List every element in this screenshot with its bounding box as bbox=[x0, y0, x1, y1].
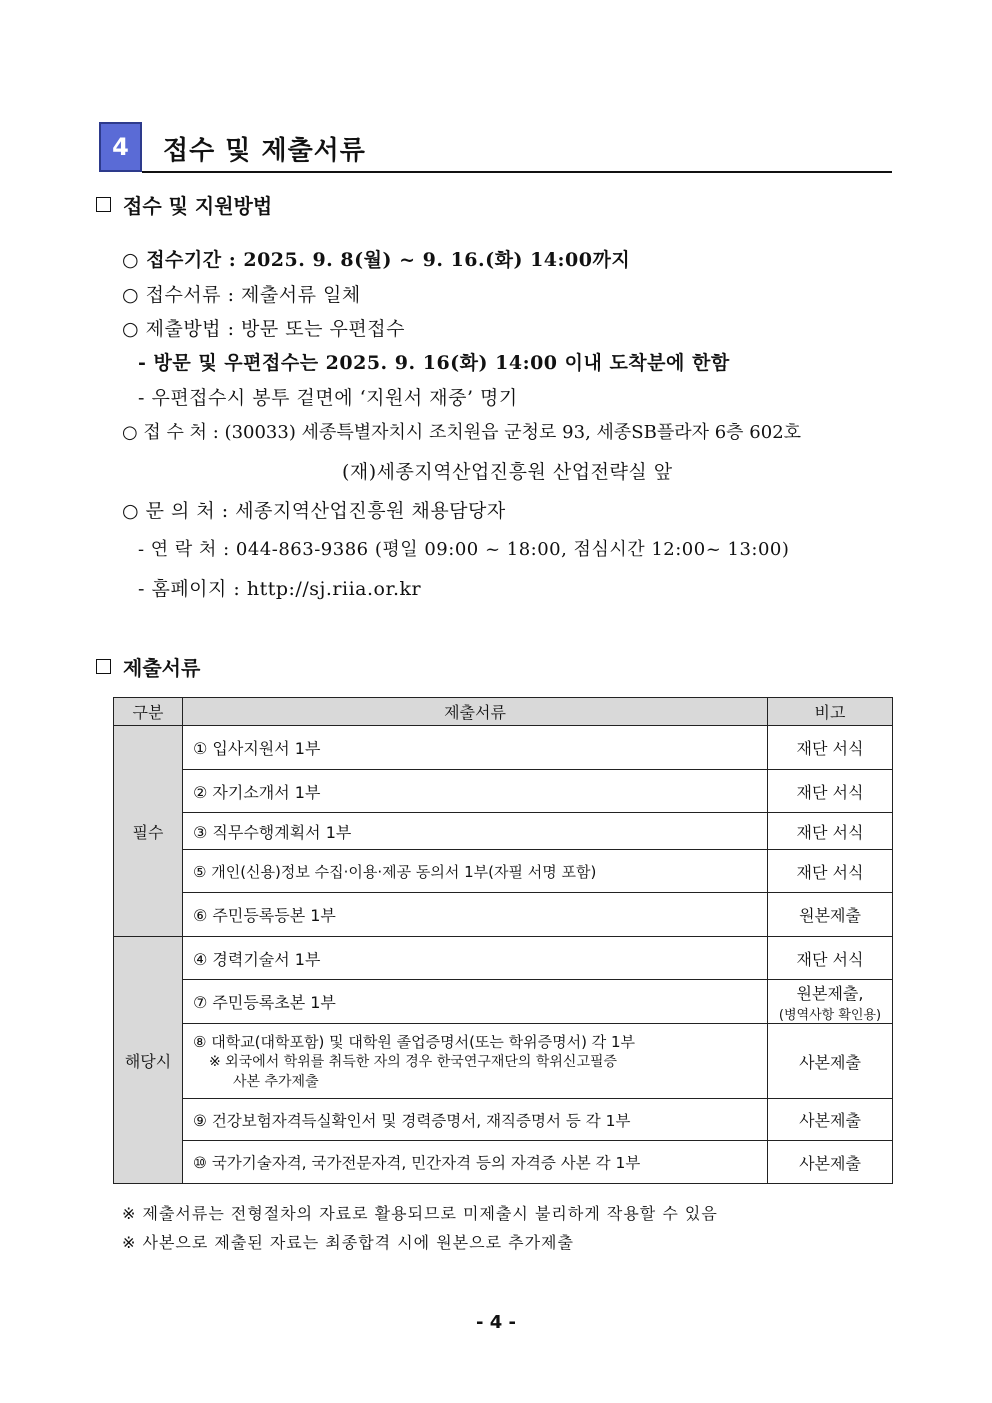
note-cell: 재단 서식 bbox=[768, 770, 893, 813]
apply-homepage: - 홈페이지 : http://sj.riia.or.kr bbox=[138, 578, 422, 600]
table-row bbox=[114, 726, 893, 770]
header-category: 구분 bbox=[114, 698, 183, 726]
doc-sub-note: ※ 외국에서 학위를 취득한 자의 경우 한국연구재단의 학위신고필증 bbox=[209, 1053, 618, 1070]
note-line-2: (병역사항 확인용) bbox=[778, 1007, 882, 1023]
doc-cell: ⑨ 건강보험자격득실확인서 및 경력증명서, 재직증명서 등 각 1부 bbox=[183, 1099, 768, 1141]
header-note: 비고 bbox=[768, 698, 893, 726]
table-row bbox=[114, 850, 893, 893]
table-row bbox=[114, 770, 893, 813]
doc-cell: ⑤ 개인(신용)정보 수집·이용·제공 동의서 1부(자필 서명 포함) bbox=[183, 850, 768, 893]
table-row bbox=[114, 813, 893, 850]
doc-cell: ④ 경력기술서 1부 bbox=[183, 937, 768, 980]
note-cell: 원본제출 bbox=[768, 893, 893, 937]
note-cell: 사본제출 bbox=[768, 1099, 893, 1141]
doc-line-1: ⑧ 대학교(대학포함) 및 대학원 졸업증명서(또는 학위증명서) 각 1부 bbox=[193, 1032, 636, 1051]
doc-cell: ⑦ 주민등록초본 1부 bbox=[183, 980, 768, 1024]
footnote-1: ※ 제출서류는 전형절차의 자료로 활용되므로 미제출시 불리하게 작용할 수 있음 bbox=[122, 1204, 718, 1223]
apply-phone: - 연 락 처 : 044-863-9386 (평일 09:00 ~ 18:00, 점심시간 12:00~ 13:00) bbox=[138, 539, 790, 560]
note-line-1: 원본제출, bbox=[796, 983, 864, 1003]
doc-cell: ⑩ 국가기술자격, 국가전문자격, 민간자격 등의 자격증 사본 각 1부 bbox=[183, 1141, 768, 1184]
apply-method: ○ 제출방법 : 방문 또는 우편접수 bbox=[122, 318, 405, 340]
doc-cell: ③ 직무수행계획서 1부 bbox=[183, 813, 768, 850]
apply-period: ○ 접수기간 : 2025. 9. 8(월) ~ 9. 16.(화) 14:00까지 bbox=[122, 249, 631, 271]
doc-cell: ① 입사지원서 1부 bbox=[183, 726, 768, 770]
note-cell: 재단 서식 bbox=[768, 726, 893, 770]
apply-method-note1: - 방문 및 우편접수는 2025. 9. 16(화) 14:00 이내 도착분에 한함 bbox=[138, 352, 730, 374]
section-title: 접수 및 제출서류 bbox=[163, 136, 366, 166]
subheading-apply bbox=[96, 190, 272, 219]
table-row bbox=[114, 1141, 893, 1184]
section-underline bbox=[142, 171, 892, 173]
note-cell: 재단 서식 bbox=[768, 937, 893, 980]
category-optional: 해당시 bbox=[114, 937, 183, 1184]
doc-cell: ② 자기소개서 1부 bbox=[183, 770, 768, 813]
note-cell: 사본제출 bbox=[768, 1024, 893, 1099]
square-bullet-icon bbox=[96, 659, 111, 674]
table-header-row bbox=[114, 698, 893, 726]
apply-address-2: (재)세종지역산업진흥원 산업전략실 앞 bbox=[342, 461, 673, 483]
apply-address: ○ 접 수 처 : (30033) 세종특별자치시 조치원읍 군청로 93, 세종SB플라자 6층 602호 bbox=[122, 422, 802, 443]
header-document: 제출서류 bbox=[183, 698, 768, 726]
note-cell: 사본제출 bbox=[768, 1141, 893, 1184]
apply-contact: ○ 문 의 처 : 세종지역산업진흥원 채용담당자 bbox=[122, 500, 506, 522]
doc-cell: ⑥ 주민등록등본 1부 bbox=[183, 893, 768, 937]
subheading-apply-text: 접수 및 지원방법 bbox=[123, 194, 273, 218]
note-cell: 재단 서식 bbox=[768, 813, 893, 850]
footnote-2: ※ 사본으로 제출된 자료는 최종합격 시에 원본으로 추가제출 bbox=[122, 1233, 574, 1252]
section-header bbox=[99, 122, 892, 173]
page-number: - 4 - bbox=[476, 1312, 516, 1333]
subheading-documents bbox=[96, 652, 200, 681]
section-number: 4 bbox=[99, 122, 142, 172]
doc-cell bbox=[183, 1024, 768, 1099]
note-cell bbox=[768, 980, 893, 1024]
table-row bbox=[114, 1099, 893, 1141]
table-row bbox=[114, 937, 893, 980]
note-cell: 재단 서식 bbox=[768, 850, 893, 893]
apply-docs: ○ 접수서류 : 제출서류 일체 bbox=[122, 284, 361, 306]
table-row bbox=[114, 1024, 893, 1099]
subheading-documents-text: 제출서류 bbox=[123, 656, 201, 680]
documents-table bbox=[113, 697, 893, 1184]
category-required: 필수 bbox=[114, 726, 183, 937]
square-bullet-icon bbox=[96, 197, 111, 212]
apply-method-note2: - 우편접수시 봉투 겉면에 ‘지원서 재중’ 명기 bbox=[138, 387, 518, 409]
table-row bbox=[114, 980, 893, 1024]
table-row bbox=[114, 893, 893, 937]
doc-sub-note-2: 사본 추가제출 bbox=[233, 1073, 319, 1090]
